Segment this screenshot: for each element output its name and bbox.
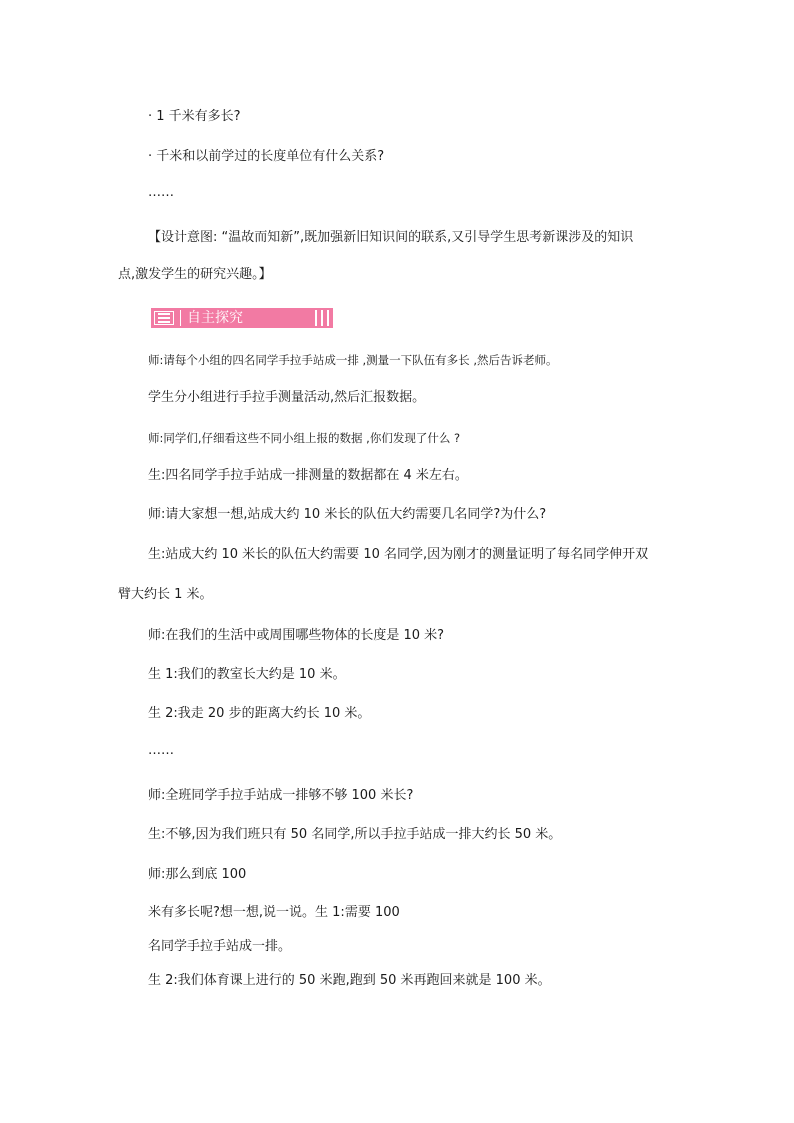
teacher-line-3: 师:请大家想一想,站成大约 10 米长的队伍大约需要几名同学?为什么? (148, 507, 547, 522)
section-header-self-exploration (151, 308, 333, 328)
teacher-line-6: 师:那么到底 100 (148, 867, 247, 882)
student-line-2b: 臂大约长 1 米。 (118, 587, 213, 602)
student-activity-line: 学生分小组进行手拉手测量活动,然后汇报数据。 (148, 390, 426, 405)
section-number-icon (154, 311, 174, 325)
teacher-line-1: 师:请每个小组的四名同学手拉手站成一排 ,测量一下队伍有多长 ,然后告诉老师。 (148, 353, 558, 367)
student-line-3: 生:不够,因为我们班只有 50 名同学,所以手拉手站成一排大约长 50 米。 (148, 827, 562, 842)
student-line-1: 生:四名同学手拉手站成一排测量的数据都在 4 米左右。 (148, 468, 468, 483)
design-intent-line-1: 【设计意图: “温故而知新”,既加强新旧知识间的联系,又引导学生思考新课涉及的知识 (148, 230, 634, 245)
bullet-question-1: · 1 千米有多长? (148, 109, 241, 124)
teacher-line-4: 师:在我们的生活中或周围哪些物体的长度是 10 米? (148, 628, 445, 643)
ellipsis-2: …… (148, 743, 174, 758)
student-1-line: 生 1:我们的教室长大约是 10 米。 (148, 667, 346, 682)
student-line-2a: 生:站成大约 10 米长的队伍大约需要 10 名同学,因为刚才的测量证明了每名同学伸开双 (148, 547, 649, 562)
design-intent-line-2: 点,激发学生的研究兴趣。】 (118, 267, 272, 282)
teacher-line-5: 师:全班同学手拉手站成一排够不够 100 米长? (148, 788, 414, 803)
mixed-line: 米有多长呢?想一想,说一说。生 1:需要 100 (148, 905, 400, 920)
decorative-stripes (315, 310, 329, 326)
teacher-line-2: 师:同学们,仔细看这些不同小组上报的数据 ,你们发现了什么 ? (148, 431, 461, 445)
student-2-line: 生 2:我走 20 步的距离大约长 10 米。 (148, 706, 371, 721)
ellipsis-1: …… (148, 185, 174, 200)
student-2-line-b: 生 2:我们体育课上进行的 50 米跑,跑到 50 米再跑回来就是 100 米。 (148, 973, 551, 988)
section-title: 自主探究 (180, 310, 243, 326)
bullet-question-2: · 千米和以前学过的长度单位有什么关系? (148, 149, 385, 164)
student-1-continuation: 名同学手拉手站成一排。 (148, 939, 292, 954)
